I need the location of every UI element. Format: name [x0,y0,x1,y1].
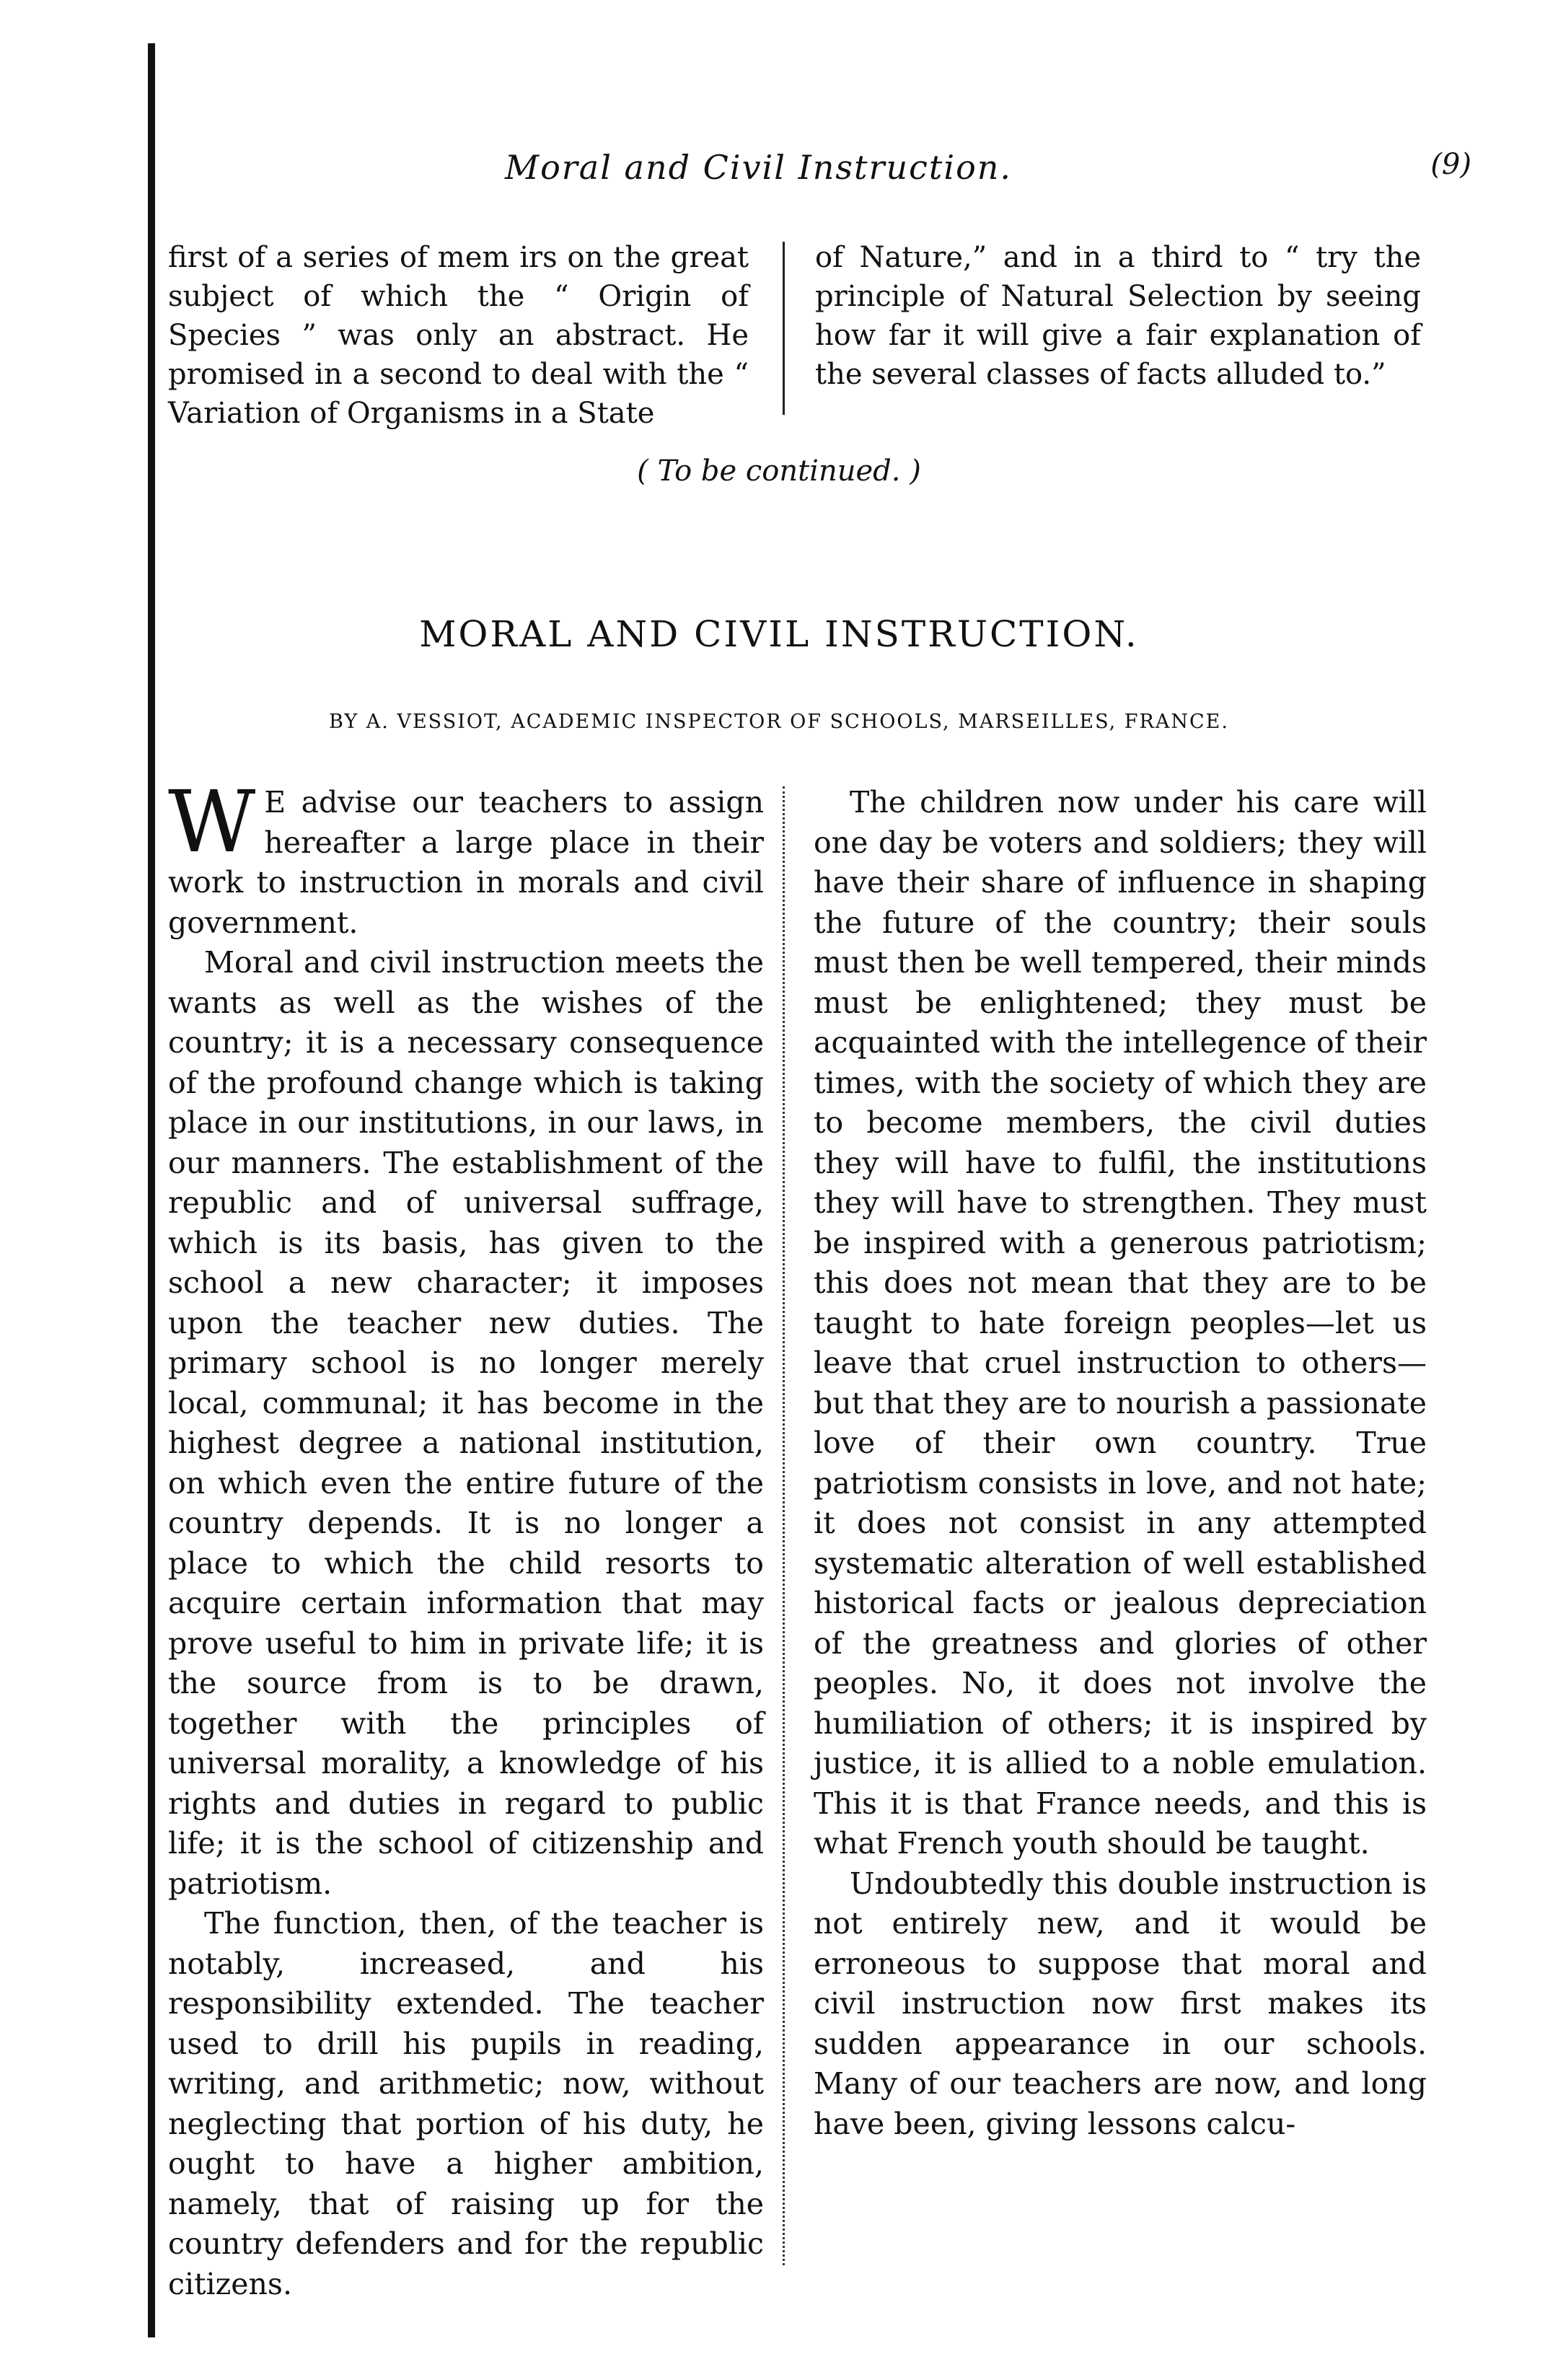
running-title: Moral and Civil Instruction. [505,148,1013,187]
article-paragraph: The function, then, of the teacher is notably, increased, and his responsibility extended. The teacher used to drill his pupils in reading, writing, and arithmetic; now, without neglecting that portion of his duty, he ought to have a higher ambition, namely, that of raising up for the country defenders and for the republic citizens. [168,1906,764,2301]
article-paragraph: The children now under his care will one day be voters and soldiers; they will have their share of influence in shaping the future of the country; their souls must then be well tempered, their minds must be enlightened; they must be acquainted with the intellegence of their times, with the society of which they are to become members, the civil duties they will have to fulfil, the institutions they will have to strengthen. They must be inspired with a generous patriotism; this does not mean that they are to be taught to hate foreign peoples—let us leave that cruel instruction to others—but that they are to nourish a passionate love of their own country. True patriotism consists in love, and not hate; it does not consist in any attempted systematic alteration of well established historical facts or jealous depreciation of the greatness and glories of other peoples. No, it does not involve the humiliation of others; it is inspired by justice, it is allied to a noble emulation. This it is that France needs, and this is what French youth should be taught. [814,785,1427,1861]
article-title: MORAL AND CIVIL INSTRUCTION. [419,613,1139,655]
previous-article-left-text: first of a series of mem irs on the great subject of which the “ Origin of Species ” was only an abstract. He promised in a second to deal with the “ Variation of Organisms in a State [168,241,749,430]
previous-article-right-text: of Nature,” and in a third to “ try the principle of Natural Selection by seeing how far it will give a fair explanation of the several classes of facts alluded to.” [815,241,1421,391]
previous-article-right-column [815,238,1421,394]
continued-note: ( To be continued. ) [637,455,921,488]
column-divider-top [783,242,785,415]
page-number: (9) [1430,148,1471,181]
article-byline: BY A. VESSIOT, ACADEMIC INSPECTOR OF SCHOOLS, MARSEILLES, FRANCE. [329,711,1229,733]
previous-article-left-column [168,238,749,433]
drop-cap: W [168,772,256,871]
page-header [0,148,1558,198]
article-paragraph: Undoubtedly this double instruction is not entirely new, and it would be erroneous to suppose that moral and civil instruction now first makes its sudden appearance in our schools. Many of our teachers are now, and long have been, giving lessons calcu- [814,1866,1427,2141]
article-paragraph: Moral and civil instruction meets the wants as well as the wishes of the country; it is a necessary consequence of the profound change which is taking place in our institutions, in our laws, in our manners. The establishment of the republic and of universal suffrage, which is its basis, has given to the school a new character; it imposes upon the teacher new duties. The primary school is no longer merely local, communal; it has become in the highest degree a national institution, on which even the entire future of the country depends. It is no longer a place to which the child resorts to acquire certain information that may prove useful to him in private life; it is the source from is to be drawn, together with the principles of universal morality, a knowledge of his rights and duties in regard to public life; it is the school of citizenship and patriotism. [168,945,764,1901]
article-left-column [168,772,764,2304]
article-paragraph: W E advise our teachers to assign hereafter a large place in their work to instruction in morals and civil government. [168,772,764,940]
column-divider-main [783,786,787,2265]
binding-rule [148,43,155,2337]
article-right-column [814,783,1427,2144]
